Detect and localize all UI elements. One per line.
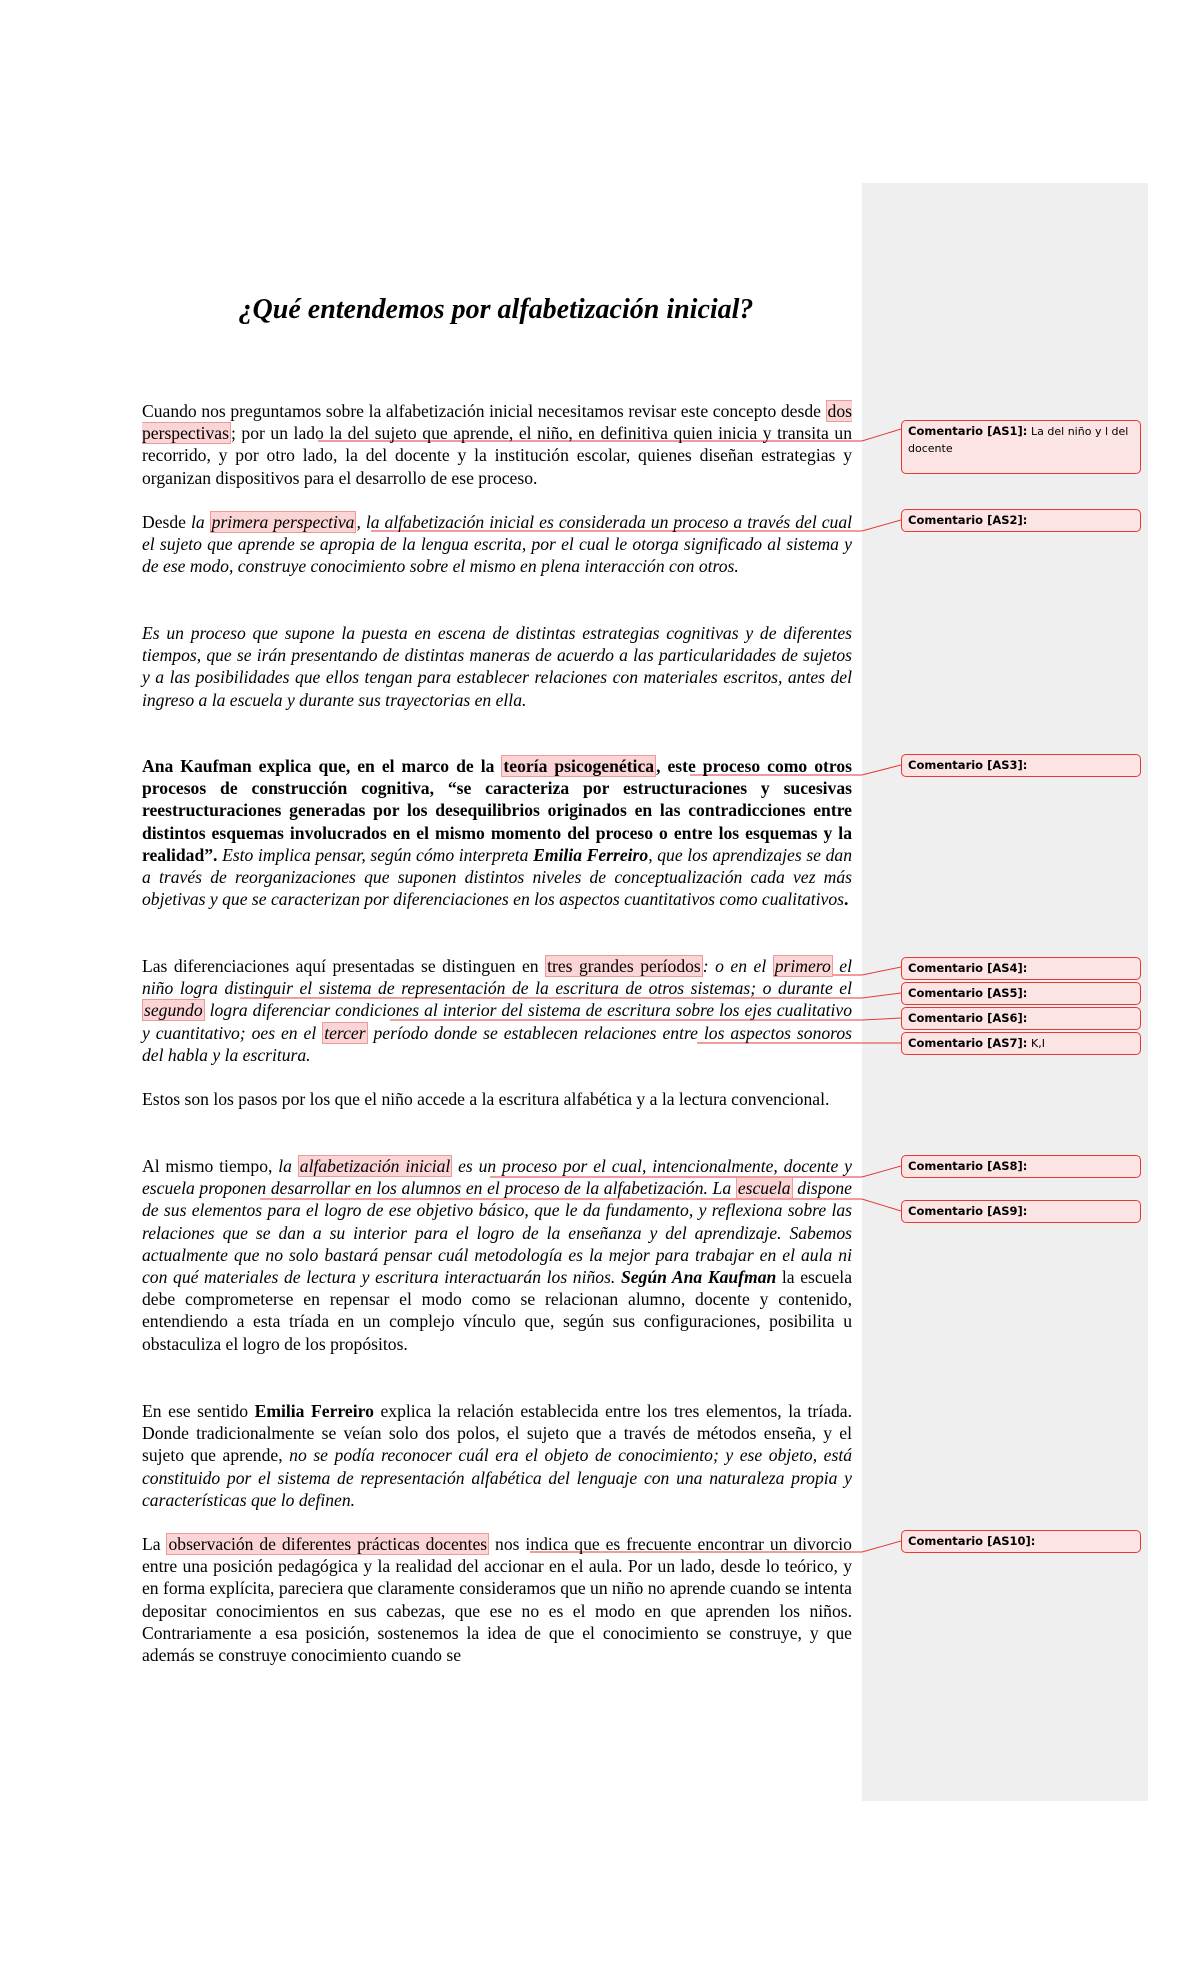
- paragraph-8: En ese sentido Emilia Ferreiro explica la relación establecida entre los tres elementos, la tríada. Donde tradicionalmente se veían solo dos polos, el sujeto que a través de métodos enseña, y el sujeto que aprende, no se podía reconocer cuál era el objeto de conocimiento; y ese objeto, está constituido por el sistema de representación alfabética del lenguaje con una naturaleza propia y características que lo definen.: [142, 1401, 852, 1510]
- highlight-dos-perspectivas[interactable]: dos perspectivas: [142, 401, 852, 444]
- paragraph-2: Desde la primera perspectiva , la alfabetización inicial es considerada un proceso a través del cual el sujeto que aprende se apropia de la lengua escrita, por el cual le otorga significado al sistema y de ese modo, construye conocimiento sobre el mismo en plena interacción con otros.: [142, 512, 852, 577]
- highlight-primera-perspectiva[interactable]: primera perspectiva: [211, 512, 355, 532]
- highlight-tercer[interactable]: tercer: [324, 1022, 366, 1043]
- comment-as6[interactable]: Comentario [AS6]:: [901, 1007, 1141, 1030]
- comment-as4[interactable]: Comentario [AS4]:: [901, 957, 1141, 980]
- comment-as2[interactable]: Comentario [AS2]:: [901, 509, 1141, 532]
- comment-as10[interactable]: Comentario [AS10]:: [901, 1530, 1141, 1553]
- comment-as5[interactable]: Comentario [AS5]:: [901, 982, 1141, 1005]
- comment-as8[interactable]: Comentario [AS8]:: [901, 1155, 1141, 1178]
- highlight-segundo[interactable]: segundo: [144, 1000, 203, 1021]
- paragraph-6: Estos son los pasos por los que el niño accede a la escritura alfabética y a la lectura convencional.: [142, 1089, 830, 1109]
- paragraph-5: Las diferenciaciones aquí presentadas se distinguen en tres grandes períodos : o en el primero el niño logra distinguir el sistema de representación de la escritura de otros sistemas; o durante el segundo logra diferenciar condiciones al interior del sistema de escritura sobre los ejes cualitativo y cuantitativo; oes en el tercer período donde se establecen relaciones entre los aspectos sonoros del habla y la escritura.: [142, 956, 852, 1065]
- highlight-escuela[interactable]: escuela: [737, 1178, 791, 1199]
- comment-as1[interactable]: Comentario [AS1]: La del niño y l del docente: [901, 420, 1141, 474]
- paragraph-7: Al mismo tiempo, la alfabetización inicial es un proceso por el cual, intencionalmente, docente y escuela proponen desarrollar en los alumnos en el proceso de la alfabetización. La escuela dispone de sus elementos para el logro de ese objetivo básico, que le da fundamento, y reflexiona sobre las relaciones que se dan a su interior para el logro de la enseñanza y del aprendizaje. Sabemos actualmente que no solo bastará pensar cuál metodología es la mejor para trabajar en el aula ni con qué materiales de lectura y escritura interactuarán los niños. Según Ana Kaufman la escuela debe comprometerse en repensar el modo como se relacionan alumno, docente y contenido, entendiendo a esta tríada en un complejo vínculo que, según sus configuraciones, posibilita u obstaculiza el logro de los propósitos.: [142, 1156, 853, 1354]
- comment-as7[interactable]: Comentario [AS7]: K,I: [901, 1032, 1141, 1055]
- paragraph-1: Cuando nos preguntamos sobre la alfabetización inicial necesitamos revisar este concepto desde dos perspectivas ; por un lado la del sujeto que aprende, el niño, en definitiva quien inicia y transita un recorrido, y por otro lado, la del docente y la institución escolar, quienes diseñan estrategias y organizan dispositivos para el desarrollo de ese proceso.: [142, 401, 852, 488]
- comment-as9[interactable]: Comentario [AS9]:: [901, 1200, 1141, 1223]
- highlight-alfabetizacion-inicial[interactable]: alfabetización inicial: [299, 1156, 451, 1176]
- document-title: ¿Qué entendemos por alfabetización inicial?: [238, 294, 754, 325]
- highlight-teoria-psicogenetica[interactable]: teoría psicogenética: [503, 756, 655, 776]
- highlight-primero[interactable]: primero: [774, 956, 831, 976]
- paragraph-4: Ana Kaufman explica que, en el marco de la teoría psicogenética , este proceso como otros procesos de construcción cognitiva, “se caracteriza por estructuraciones y sucesivas reestructuraciones generadas por los desequilibrios originados en las contradicciones entre distintos esquemas involucrados en el mismo momento del proceso o entre los esquemas y la realidad”. Esto implica pensar, según cómo interpreta Emilia Ferreiro, que los aprendizajes se dan a través de reorganizaciones que suponen distintos niveles de conceptualización cada vez más objetivas y que se caracterizan por diferenciaciones en los aspectos cuantitativos como cualitativos.: [142, 756, 853, 910]
- paragraph-3: Es un proceso que supone la puesta en escena de distintas estrategias cognitivas y de diferentes tiempos, que se irán presentando de distintas maneras de acuerdo a las particularidades de sujetos y a las posibilidades que ellos tengan para establecer relaciones con materiales escritos, antes del ingreso a la escuela y durante sus trayectorias en ella.: [142, 623, 852, 710]
- highlight-observacion-practicas[interactable]: observación de diferentes prácticas docentes: [168, 1534, 488, 1554]
- paragraph-9: La observación de diferentes prácticas docentes nos indica que es frecuente encontrar un divorcio entre una posición pedagógica y la realidad del accionar en el aula. Por un lado, desde lo teórico, y en forma explícita, pareciera que claramente consideramos que un niño no aprende cuando se intenta depositar conocimientos en sus cabezas, que ese no es el modo en que aprenden los niños. Contrariamente a esa posición, sostenemos la idea de que el conocimiento se construye, y que además se construye conocimiento cuando se: [142, 1534, 852, 1666]
- comment-as3[interactable]: Comentario [AS3]:: [901, 754, 1141, 777]
- highlight-tres-grandes-periodos[interactable]: tres grandes períodos: [547, 956, 701, 976]
